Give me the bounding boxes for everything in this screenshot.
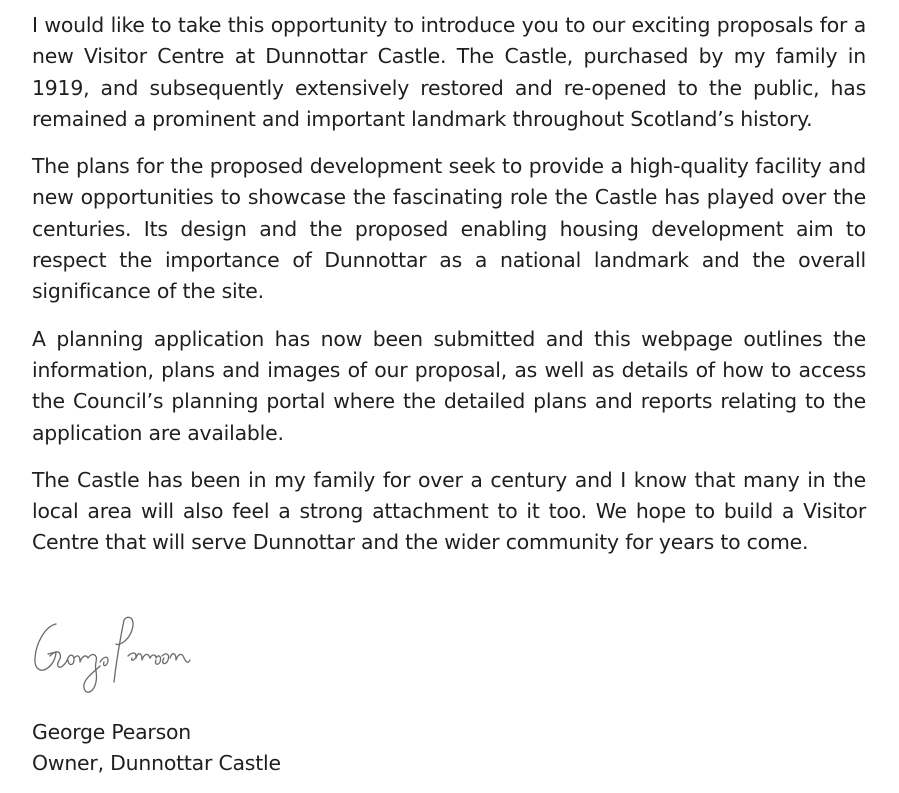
signatory-name: George Pearson xyxy=(32,720,192,744)
letter-body xyxy=(32,10,866,575)
signatory-title: Owner, Dunnottar Castle xyxy=(32,751,281,775)
handwritten-signature xyxy=(32,612,202,702)
paragraph-community: The Castle has been in my family for over a century and I know that many in the local area will also feel a strong attachment to it too. We hope to build a Visitor Centre that will serve Dunnottar and the wider community for years to come. xyxy=(32,467,866,555)
signature-block xyxy=(32,717,281,779)
signature-icon xyxy=(32,612,202,702)
paragraph-application: A planning application has now been submitted and this webpage outlines the information, plans and images of our proposal, as well as details of how to access the Council’s planning portal where the detailed plans and reports relating to the application are available. xyxy=(32,326,866,445)
paragraph-plans: The plans for the proposed development seek to provide a high-quality facility and new opportunities to showcase the fascinating role the Castle has played over the centuries. Its design and the proposed enabling housing development aim to respect the importance of Dunnottar as a national landmark and the overall significance of the site. xyxy=(32,154,866,304)
paragraph-intro: I would like to take this opportunity to introduce you to our exciting proposals for a new Visitor Centre at Dunnottar Castle. The Castle, purchased by my family in 1919, and subsequently extensively restored and re-opened to the public, has remained a prominent and important landmark throughout Scotland’s history. xyxy=(32,13,866,131)
